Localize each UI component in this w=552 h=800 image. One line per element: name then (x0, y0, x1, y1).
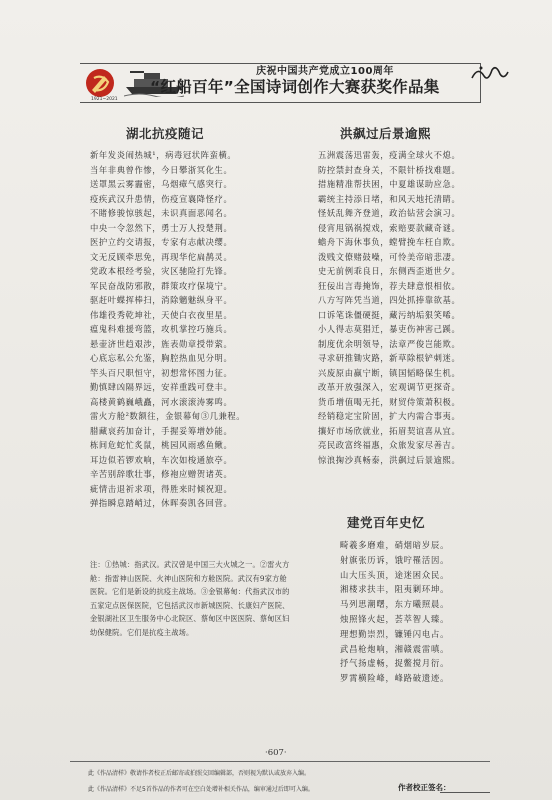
poem-line: 疵情击退祈求项，得胜来时倾祝迎。 (90, 483, 233, 494)
poem-line: 侵宵甩锅祸搅戏，索赔要款藏奇谜。 (318, 222, 461, 233)
poem-line: 山大压头顶，途迷困众民。 (340, 569, 450, 580)
poem-line: 五洲震荡迅雷轰，疫满全球火不熄。 (318, 150, 461, 160)
signature-field[interactable] (440, 792, 490, 793)
poem-line: 改革开放强深入，宏观调节更探奇。 (318, 382, 461, 392)
poem-line: 蟾舟下海休事负，螳臂挽车枉自欺。 (318, 237, 461, 247)
poem-line: 兴废原由赢宁断，镇国韬略保生机。 (318, 367, 461, 378)
annotation-notes (90, 558, 292, 640)
calligraphy-flourish-icon (470, 62, 510, 84)
poem-line: 畸羲多磨难，硝烟暗岁辰。 (340, 540, 450, 550)
poem-line: 马列思潮曙，东方曦照晨。 (340, 599, 450, 610)
poem-line: 不睹修骏惊骇起，未识真面恶闻名。 (90, 208, 233, 218)
poem-line: 医护立约交请报，专家有志献决缨。 (90, 237, 233, 247)
poem-line: 疫疾武汉升患情，伤疫宣襄降怪疗。 (90, 193, 233, 204)
footer-divider (70, 761, 490, 762)
poem-line: 勤慎肆凶隔界远，安祥重践可登丰。 (90, 382, 233, 392)
poem-line: 攘好市场欣就业，拓眉契谊喜从宜。 (318, 425, 461, 436)
poem-line: 悬壶济世趋艰涉，旌表勋章授带萦。 (90, 338, 233, 349)
poem-line: 口诉笔诛僵硬挺，藏污纳垢狠笑唏。 (318, 309, 461, 320)
poem-line: 弹指瞬息踏峭过，休晖奏凯各回营。 (90, 498, 233, 508)
poem-party-title: 建党百年史忆 (347, 515, 426, 530)
poem-line: 瘟鬼科难援弯篮，攻机掌控巧施兵。 (90, 324, 233, 334)
poem-line: 雷火方舱²数额往，金银幕甸③几兼程。 (90, 411, 246, 421)
poem-left-title: 湖北抗疫随记 (126, 126, 205, 141)
poem-line: 送罩黑云雾霾密，乌烟瘴气感突行。 (90, 179, 233, 189)
header-title: “红船百年”全国诗词创作大赛获奖作品集 (150, 78, 440, 96)
poem-line: 武昌枪炮响，湘赣震雷嗔。 (340, 643, 450, 654)
poem-line: 制度优余明领导，法章严俊岂能欺。 (318, 338, 461, 349)
poem-line: 栋间危蛇忙炙鼠，桃园风雨惑鱼鳅。 (90, 440, 233, 450)
poem-line: 八方写阵凭当道，四处抓捧靠欲基。 (318, 295, 461, 305)
poem-line: 竿头百尺职恒守，初想常怀图力征。 (90, 367, 233, 378)
poem-line: 罗霄横险峰，峰路破遗迹。 (340, 673, 450, 684)
poem-line: 腊藏哀药加奋计，手握妥筹增妙能。 (90, 425, 233, 436)
poem-line: 射旗张历诉，饿咛罹活因。 (340, 554, 450, 565)
poem-line: 党政本根经考验，灾区驰险打先锋。 (90, 266, 233, 276)
poem-line: 军民奋战防邪散，群策攻疗保境宁。 (90, 280, 233, 291)
poem-line: 文无反顾牵思免，再现华佗扁鹊灵。 (90, 251, 233, 262)
poem-line: 当年非典曾作惨，今日攀浙冥化生。 (90, 164, 233, 175)
poem-line: 新年发炎闹热城¹，病毒冠状阵蛮横。 (90, 150, 237, 160)
poem-left-body (90, 148, 245, 511)
poem-line: 中央一令忽然下，勇士万人投楚荆。 (90, 222, 233, 233)
poem-line: 泼贱文僚赌鼓噪，可怜美帝暗悲凄。 (318, 251, 461, 262)
poem-line: 货币增值喝无托，财贸侍策萧积极。 (318, 396, 461, 407)
poem-line: 经销稳定宝阶固，扩大内需合事夷。 (318, 411, 461, 421)
poem-line: 耳边似若锣欢响，车次如梭通旅亭。 (90, 454, 233, 465)
poem-right-title: 洪飙过后景逾熙 (340, 126, 432, 141)
poem-line: 辛苦别辞歌壮事，修袍应赠贺诸英。 (90, 469, 233, 479)
poem-line: 理想勤崇烈，镰锤闪电占。 (340, 628, 450, 639)
annotation-text: 注：①热城：指武汉。武汉曾是中国三大火城之一。②雷火方舱：指雷神山医院、火神山医院和方舱医院。武汉有9家方舱医院。它们是新设的抗疫主战场。③金银幕甸：代指武汉市的五家定点医保医院，它包括武汉市新城医院、长康妇产医院、金银湖社区卫生服务中心北院区、蔡甸区中医医院、蔡甸区妇幼保健院。它们是抗疫主战场。 (90, 560, 290, 637)
poem-line: 高楼黄鹤巍峨矗，河水滚滚涛雾鸣。 (90, 396, 233, 407)
poem-line: 措施精准帮扶困，中夏雄谋助应急。 (318, 179, 461, 189)
poem-line: 湘楼求扶丰，阻夷剿环坤。 (340, 584, 450, 595)
poem-line: 心底忘私公允鉴，胸腔热血见分明。 (90, 353, 233, 363)
footer-note-1: 此《作品清样》敬请作者校正后邮寄或拍照交回编辑部，否则视为默认或放弃入编。 (88, 770, 311, 777)
poem-line: 狂佞出言毒掩饰，荐夫肆意恨相依。 (318, 280, 461, 291)
poem-line: 惊浪掬沙真畅泰，洪飙过后景逾熙。 (318, 454, 461, 465)
poem-line: 怪妖乱舞齐登道，政治钻营会演习。 (318, 208, 461, 218)
footer-note-2: 此《作品清样》不足5首作品的作者可在空白处增补相关作品，编审通过后即可入编。 (88, 786, 314, 793)
header-years: 1921~2021 (91, 97, 118, 102)
poem-line: 霸统主持添日堵，和风天地托清睛。 (318, 193, 461, 204)
header-subtitle: 庆祝中国共产党成立100周年 (256, 66, 394, 77)
poem-right-body (318, 148, 460, 467)
poem-line: 小人得志莫猖迁，暴吏伤神害己蹊。 (318, 324, 461, 334)
signature-label: 作者校正签名： (398, 783, 451, 792)
poem-line: 寻求研推锄灾路，新草除根铲刺迷。 (318, 353, 461, 363)
poem-party-body (340, 538, 449, 686)
poem-line: 伟雄役秀乾坤社，天使白衣夜里星。 (90, 309, 233, 320)
poem-line: 史无前例乖良日，东侧西歪逝世夕。 (318, 266, 461, 276)
poem-line: 防控禁封查身关，不限针桥找难题。 (318, 164, 461, 175)
poem-line: 驱赶叶蝶挥棒扫，消除魑魅纵身平。 (90, 295, 233, 305)
poem-line: 抒气扬虚畅，捉鳖搅月衍。 (340, 658, 450, 669)
poem-line: 烛照锋火起，荟萃智人臻。 (340, 613, 450, 624)
poem-line: 亮民政富终福惠，众旅发家尽善吉。 (318, 440, 461, 450)
page-number: ·607· (265, 748, 287, 758)
